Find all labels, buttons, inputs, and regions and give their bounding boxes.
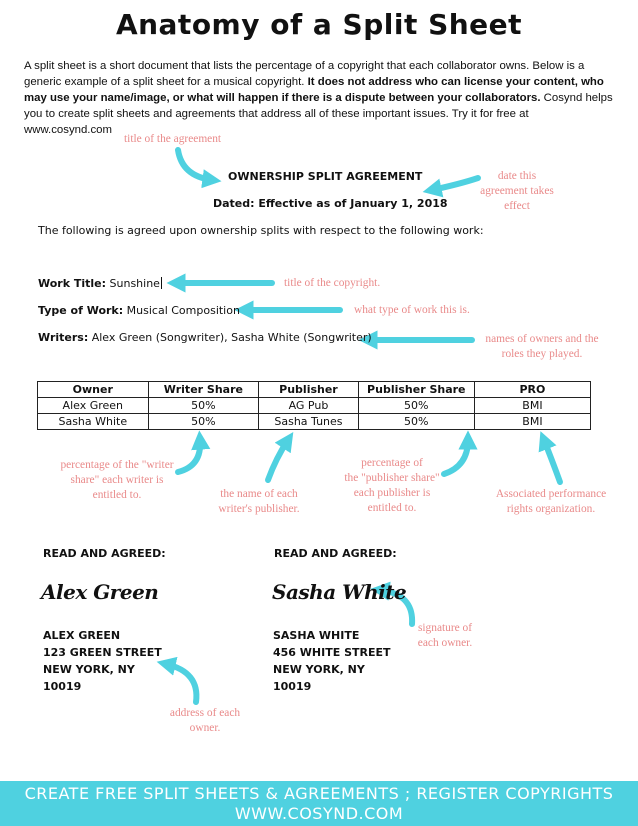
signature-alex: Alex Green <box>41 580 159 604</box>
read-agreed-label: READ AND AGREED: <box>274 547 397 560</box>
note-writer-share-line3: entitled to. <box>92 489 142 501</box>
writers-line <box>38 331 372 344</box>
header-owner: Owner <box>38 382 149 398</box>
signature-sasha: Sasha White <box>272 580 407 604</box>
intro-text-1: A split sheet is a short document that lists the percentage of a copyright that each collaborator owns. Below is a generic example of a split sheet for a musical copyright. <box>24 60 585 88</box>
signer-name: SASHA WHITE <box>273 629 360 642</box>
note-address-line1: address of each <box>169 707 241 719</box>
cell-publisher-share: 50% <box>358 398 474 414</box>
footer-link[interactable]: WWW.COSYND.COM <box>234 804 404 823</box>
cell-writer-share: 50% <box>148 398 259 414</box>
signer-zip: 10019 <box>273 680 312 693</box>
note-publisher-name-line2: writer's publisher. <box>218 503 300 515</box>
table-header-row <box>38 382 591 398</box>
table-row <box>38 398 591 414</box>
note-writers-line1: names of owners and the <box>485 333 599 345</box>
header-publisher-share: Publisher Share <box>358 382 474 398</box>
type-of-work-line <box>38 304 240 317</box>
page-title: Anatomy of a Split Sheet <box>115 8 523 41</box>
cell-writer-share: 50% <box>148 414 259 430</box>
type-of-work-label: Type of Work: <box>38 304 124 317</box>
note-publisher-name-line1: the name of each <box>220 488 298 500</box>
note-pro <box>486 487 616 517</box>
note-writer-share <box>50 458 184 503</box>
cell-publisher: Sasha Tunes <box>259 414 359 430</box>
cell-pro: BMI <box>474 398 590 414</box>
note-publisher-share-line1: percentage of <box>361 457 423 469</box>
header-writer-share: Writer Share <box>148 382 259 398</box>
agreement-preamble: The following is agreed upon ownership splits with respect to the following work: <box>38 224 484 237</box>
note-writers <box>474 332 610 362</box>
arrow-address <box>166 664 196 702</box>
text-cursor <box>161 277 162 289</box>
cell-owner: Sasha White <box>38 414 149 430</box>
note-writers-line2: roles they played. <box>501 348 583 360</box>
footer-banner[interactable] <box>0 781 638 826</box>
note-publisher-name <box>206 487 312 517</box>
type-of-work-value: Musical Composition <box>123 304 240 317</box>
split-table <box>37 381 591 430</box>
arrow-title-agreement <box>178 150 212 180</box>
note-address <box>160 706 250 736</box>
note-date-line3: effect <box>504 200 530 212</box>
agreement-heading: OWNERSHIP SPLIT AGREEMENT <box>228 170 423 183</box>
note-type-of-work: what type of work this is. <box>354 304 470 316</box>
work-title-line <box>38 277 162 290</box>
note-signature <box>410 621 480 651</box>
note-pro-line1: Associated performance <box>495 488 607 500</box>
cell-pro: BMI <box>474 414 590 430</box>
signer-zip: 10019 <box>43 680 82 693</box>
note-pro-line2: rights organization. <box>506 503 596 515</box>
signer-street: 123 GREEN STREET <box>43 646 162 659</box>
work-title-value: Sunshine <box>106 277 160 290</box>
cell-owner: Alex Green <box>38 398 149 414</box>
cell-publisher: AG Pub <box>259 398 359 414</box>
note-date-line2: agreement takes <box>480 185 554 197</box>
header-publisher: Publisher <box>259 382 359 398</box>
signer-name: ALEX GREEN <box>43 629 121 642</box>
address-block-sasha <box>273 627 391 695</box>
signer-city: NEW YORK, NY <box>43 663 135 676</box>
signer-city: NEW YORK, NY <box>273 663 365 676</box>
header-pro: PRO <box>474 382 590 398</box>
note-work-title: title of the copyright. <box>284 277 381 289</box>
note-title-agreement: title of the agreement <box>124 133 222 145</box>
note-address-line2: owner. <box>189 722 221 734</box>
note-date <box>462 169 572 214</box>
arrow-publisher-name <box>268 440 288 480</box>
intro-text-bold: It does not address who can license your content, who may use your name/image, or what will happen if there is a dispute between your collaborators. <box>24 76 604 104</box>
address-block-alex <box>43 627 162 695</box>
note-publisher-share <box>336 456 448 516</box>
note-publisher-share-line4: entitled to. <box>367 502 417 514</box>
footer-line1: CREATE FREE SPLIT SHEETS & AGREEMENTS ; REGISTER COPYRIGHTS <box>24 784 614 803</box>
cell-publisher-share: 50% <box>358 414 474 430</box>
read-agreed-label: READ AND AGREED: <box>43 547 166 560</box>
note-writer-share-line1: percentage of the "writer <box>60 459 174 471</box>
writers-value: Alex Green (Songwriter), Sasha White (Songwriter) <box>88 331 372 344</box>
note-date-line1: date this <box>497 170 537 182</box>
note-signature-line2: each owner. <box>417 637 473 649</box>
note-publisher-share-line2: the "publisher share" <box>344 472 440 484</box>
note-writer-share-line2: share" each writer is <box>70 474 164 486</box>
arrow-pro <box>544 440 560 482</box>
note-publisher-share-line3: each publisher is <box>353 487 431 499</box>
table-row <box>38 414 591 430</box>
writers-label: Writers: <box>38 331 89 344</box>
note-signature-line1: signature of <box>417 622 473 634</box>
work-title-label: Work Title: <box>38 277 107 290</box>
intro-text-2: Cosynd helps you to create split sheets and agreements that address all of these important issues. Try it for free at www.cosynd.com <box>24 92 613 136</box>
agreement-dated: Dated: Effective as of January 1, 2018 <box>213 197 448 210</box>
signer-street: 456 WHITE STREET <box>273 646 391 659</box>
